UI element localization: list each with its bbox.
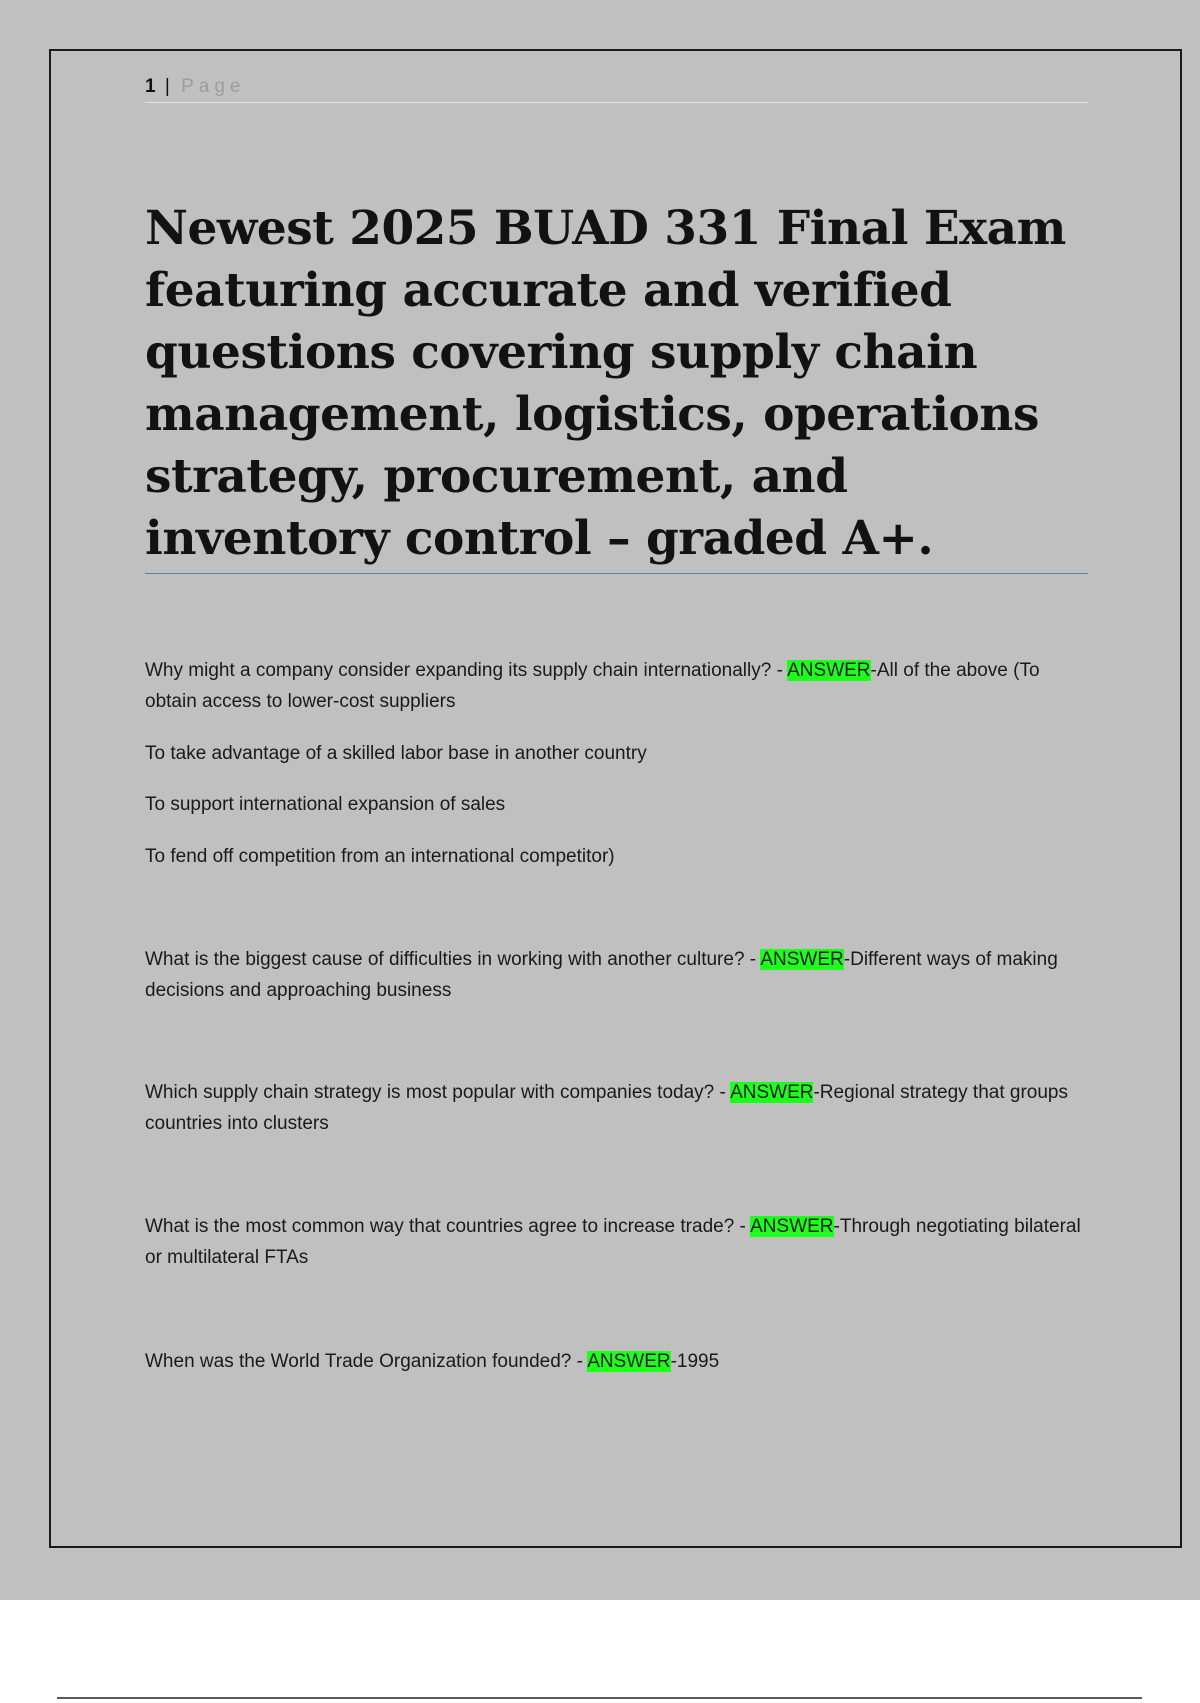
page-number: 1 — [145, 76, 156, 97]
answer-tag: ANSWER — [787, 660, 871, 681]
question-text: Which supply chain strategy is most popular with companies today? - — [145, 1082, 731, 1103]
question-text: What is the biggest cause of difficulties in working with another culture? - — [145, 949, 761, 970]
question-text: What is the most common way that countries agree to increase trade? - — [145, 1216, 751, 1237]
qa-item-3 — [145, 1077, 1090, 1139]
answer-text: -Through negotiating bilateral or multilateral FTAs — [145, 1216, 1081, 1268]
qa-item-1 — [145, 655, 1090, 717]
question-text: When was the World Trade Organization founded? - — [145, 1351, 588, 1372]
next-page-edge — [0, 1693, 1200, 1703]
answer-text: -Different ways of making decisions and approaching business — [145, 949, 1058, 1001]
answer-tag: ANSWER — [750, 1216, 834, 1237]
answer-text: -1995 — [670, 1351, 720, 1372]
qa-item-2 — [145, 944, 1090, 1006]
answer-line: To take advantage of a skilled labor base in another country — [145, 743, 647, 764]
qa-item-4 — [145, 1211, 1090, 1273]
document-title: Newest 2025 BUAD 331 Final Exam featuring accurate and verified questions covering supply chain management, logistics, operations strategy, procurement, and inventory control – graded A+. — [145, 201, 1066, 566]
page-header — [145, 74, 1088, 103]
answer-line: To fend off competition from an international competitor) — [145, 846, 615, 867]
page-separator: | — [164, 76, 170, 97]
answer-text: -All of the above (To obtain access to lower-cost suppliers — [145, 660, 1040, 712]
answer-tag: ANSWER — [760, 949, 844, 970]
page-label: Page — [181, 76, 246, 97]
question-text: Why might a company consider expanding its supply chain internationally? - — [145, 660, 788, 681]
answer-line: To support international expansion of sales — [145, 794, 506, 815]
qa-item-5 — [145, 1346, 1090, 1377]
answer-tag: ANSWER — [730, 1082, 814, 1103]
title-divider — [145, 573, 1088, 574]
answer-tag: ANSWER — [587, 1351, 671, 1372]
answer-text: -Regional strategy that groups countries into clusters — [145, 1082, 1069, 1134]
